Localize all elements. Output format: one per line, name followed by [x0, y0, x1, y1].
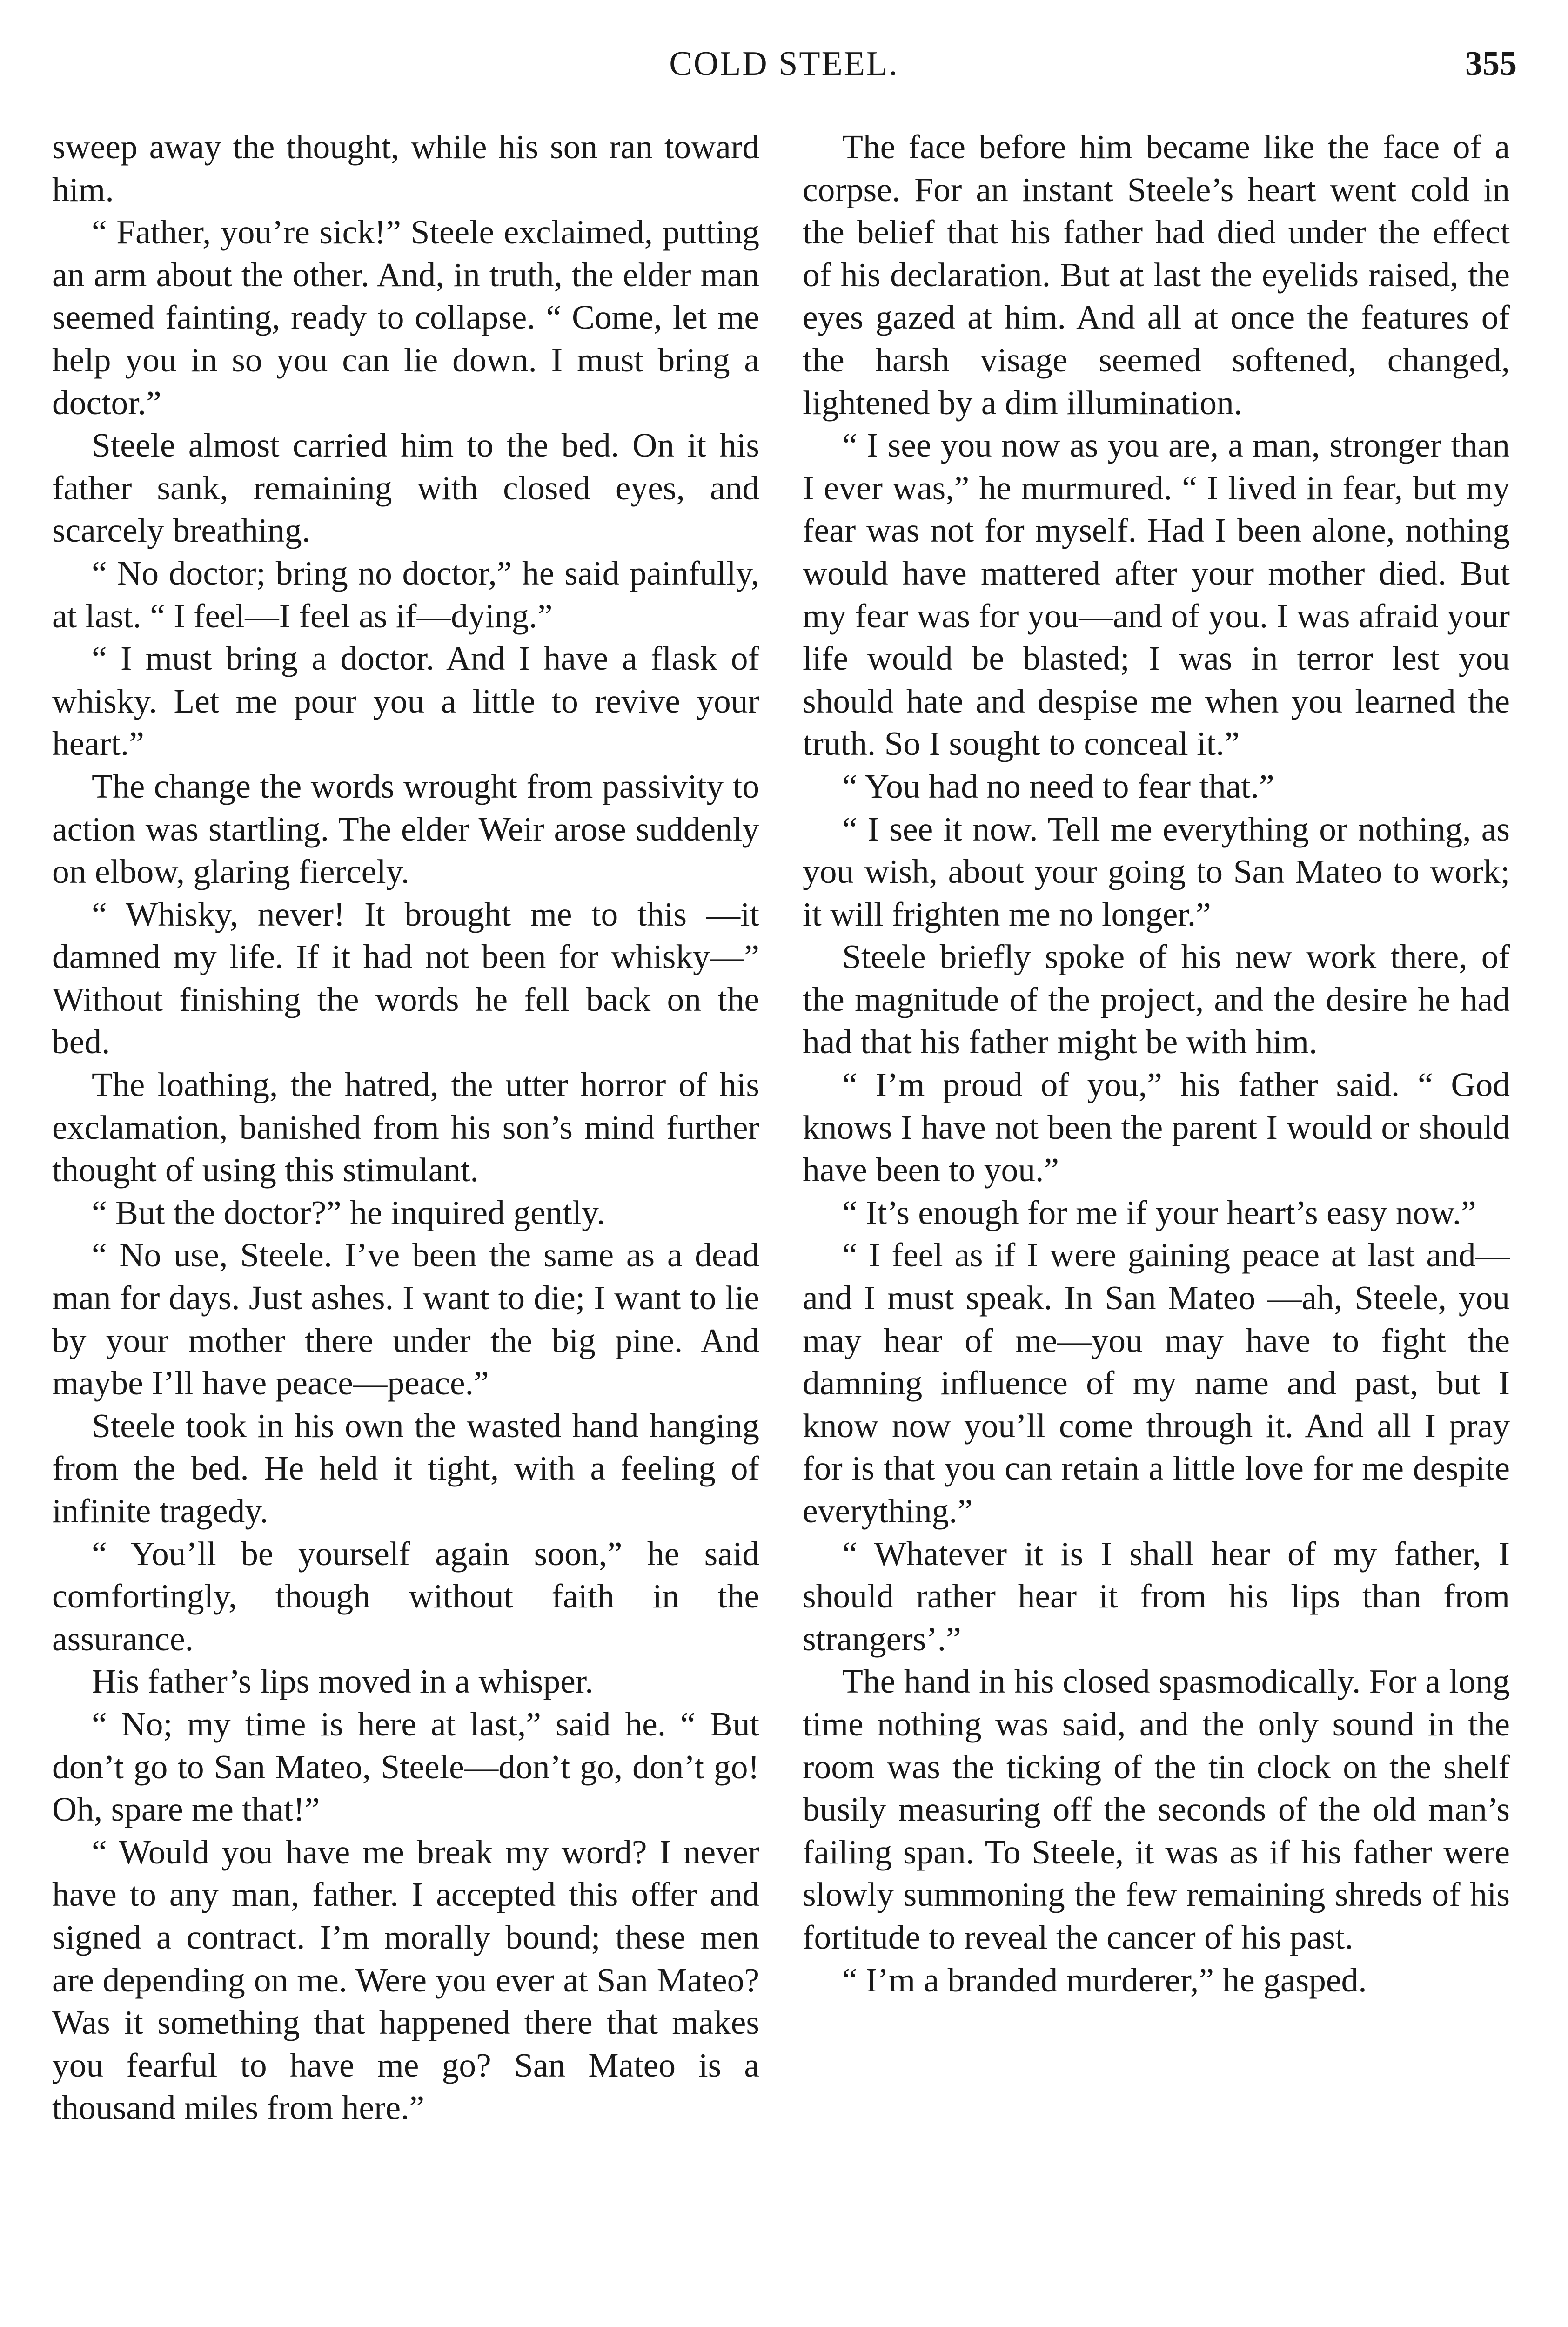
page-number: 355 [1465, 45, 1517, 83]
right-column [803, 126, 1510, 2001]
paragraph: “ It’s enough for me if your heart’s easy now.” [842, 1193, 1476, 1231]
paragraph: Steele took in his own the wasted hand hanging from the bed. He held it tight, with a feeling of infinite tragedy. [52, 1406, 759, 1530]
paragraph: “ Would you have me break my word? I never have to any man, father. I accepted this offer and signed a contract. I’m morally bound; these men are depending on me. Were you ever at San Mateo? Was it something that happened there that makes you fearful to have me go? San Mateo is a thousand miles from here.” [52, 1833, 759, 2127]
page-header [51, 44, 1517, 100]
paragraph: sweep away the thought, while his son ran toward him. [52, 128, 759, 208]
paragraph: “ No; my time is here at last,” said he. “ But don’t go to San Mateo, Steele—don’t go, don’t go! Oh, spare me that!” [52, 1705, 759, 1829]
paragraph: “ No doctor; bring no doctor,” he said painfully, at last. “ I feel—I feel as if—dying.” [52, 554, 759, 635]
paragraph: “ You’ll be yourself again soon,” he said comfortingly, though without faith in the assurance. [52, 1534, 759, 1658]
paragraph: “ I feel as if I were gaining peace at last and—and I must speak. In San Mateo —ah, Steele, you may hear of me—you may have to fight the damning influence of my name and past, but I know now you’ll come through it. And all I pray for is that you can retain a little love for me despite everything.” [803, 1236, 1510, 1530]
paragraph: Steele almost carried him to the bed. On it his father sank, remaining with closed eyes, and scarcely breathing. [52, 426, 759, 550]
paragraph: “ I must bring a doctor. And I have a flask of whisky. Let me pour you a little to revive your heart.” [52, 639, 759, 763]
paragraph: The loathing, the hatred, the utter horror of his exclamation, banished from his son’s mind further thought of using this stimulant. [52, 1066, 759, 1189]
paragraph: “ But the doctor?” he inquired gently. [92, 1193, 605, 1231]
paragraph: The face before him became like the face of a corpse. For an instant Steele’s heart went cold in the belief that his father had died under the effect of his declaration. But at last the eyelids raised, the eyes gazed at him. And all at once the features of the harsh visage seemed softened, changed, lightened by a dim illumination. [803, 128, 1510, 422]
paragraph: “ I see it now. Tell me everything or nothing, as you wish, about your going to San Mateo to work; it will frighten me no longer.” [803, 810, 1510, 933]
paragraph: “ Whatever it is I shall hear of my father, I should rather hear it from his lips than from strangers’.” [803, 1534, 1510, 1658]
paragraph: “ Whisky, never! It brought me to this —it damned my life. If it had not been for whisky—” Without finishing the words he fell back on the bed. [52, 895, 759, 1061]
paragraph: “ Father, you’re sick!” Steele exclaimed, putting an arm about the other. And, in truth, the elder man seemed fainting, ready to collapse. “ Come, let me help you in so you can lie down. I must bring a doctor.” [52, 213, 759, 422]
paragraph: His father’s lips moved in a whisper. [92, 1662, 594, 1701]
paragraph: “ No use, Steele. I’ve been the same as a dead man for days. Just ashes. I want to die; I want to lie by your mother there under the big pine. And maybe I’ll have peace—peace.” [52, 1236, 759, 1402]
paragraph: Steele briefly spoke of his new work there, of the magnitude of the project, and the desire he had had that his father might be with him. [803, 938, 1510, 1061]
paragraph: The hand in his closed spasmodically. For a long time nothing was said, and the only sound in the room was the ticking of the tin clock on the shelf busily measuring off the seconds of the old man’s failing span. To Steele, it was as if his father were slowly summoning the few remaining shreds of his fortitude to reveal the cancer of his past. [803, 1662, 1510, 1956]
paragraph: “ I see you now as you are, a man, stronger than I ever was,” he murmured. “ I lived in fear, but my fear was not for myself. Had I been alone, nothing would have mattered after your mother died. But my fear was for you—and of you. I was afraid your life would be blasted; I was in terror lest you should hate and despise me when you learned the truth. So I sought to conceal it.” [803, 426, 1510, 763]
paragraph: “ You had no need to fear that.” [842, 767, 1274, 805]
paragraph: The change the words wrought from passivity to action was startling. The elder Weir arose suddenly on elbow, glaring fiercely. [52, 767, 759, 891]
paragraph: “ I’m a branded murderer,” he gasped. [842, 1961, 1367, 1999]
paragraph: “ I’m proud of you,” his father said. “ God knows I have not been the parent I would or should have been to you.” [803, 1066, 1510, 1189]
left-column [52, 126, 759, 2129]
running-title: COLD STEEL. [669, 45, 899, 83]
